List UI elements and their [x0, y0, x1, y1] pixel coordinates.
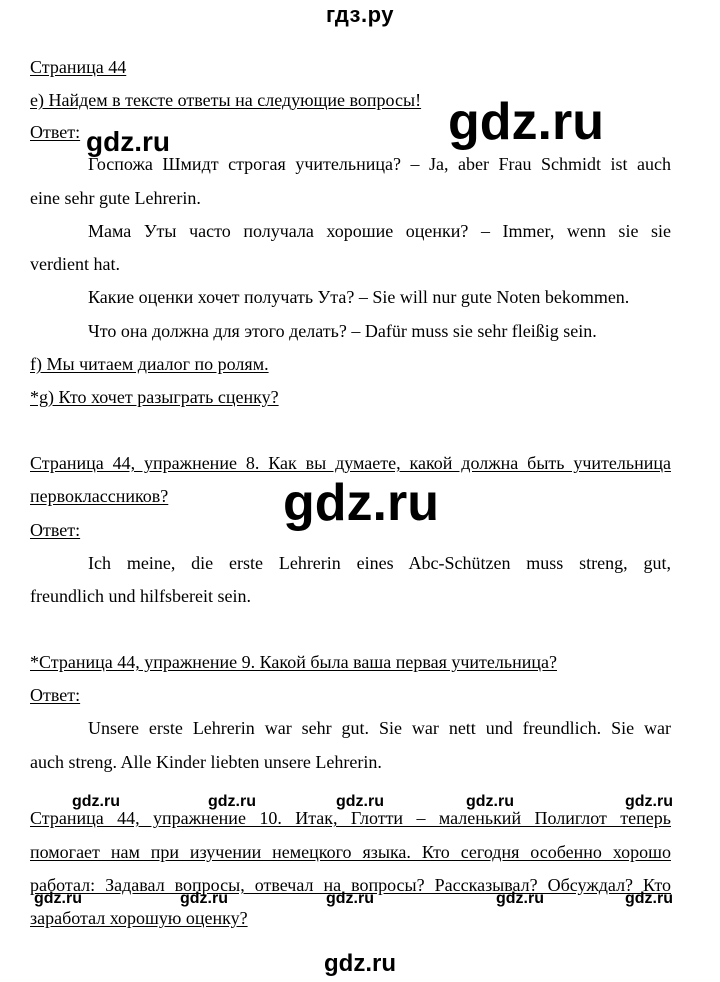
- answer-line: auch streng. Alle Kinder liebten unsere Lehrerin.: [30, 752, 382, 772]
- answer-line: verdient hat.: [30, 254, 120, 274]
- section-title: заработал хорошую оценку?: [30, 908, 248, 928]
- answer-line: Госпожа Шмидт строгая учительница? – Ja, aber Frau Schmidt ist auch: [88, 154, 671, 174]
- watermark-logo: gdz.ru: [86, 126, 170, 157]
- section-title: *Страница 44, упражнение 9. Какой была ваша первая учительница?: [30, 652, 557, 672]
- answer-line: freundlich und hilfsbereit sein.: [30, 586, 251, 606]
- watermark-logo: gdz.ru: [336, 793, 384, 810]
- watermark-logo: gdz.ru: [466, 793, 514, 810]
- watermark-logo: gdz.ru: [72, 793, 120, 810]
- answer-label: Ответ:: [30, 122, 81, 142]
- task-line: *g) Кто хочет разыграть сценку?: [30, 387, 279, 407]
- watermark-logo: gdz.ru: [180, 890, 228, 907]
- answer-line: eine sehr gute Lehrerin.: [30, 188, 201, 208]
- task-line: f) Мы читаем диалог по ролям.: [30, 354, 269, 374]
- section-title: работал: Задавал вопросы, отвечал на вопросы? Рассказывал? Обсуждал? Кто: [30, 875, 671, 895]
- answer-line: Unsere erste Lehrerin war sehr gut. Sie war nett und freundlich. Sie war: [88, 718, 671, 738]
- section-title: первоклассников?: [30, 486, 169, 506]
- answer-line: Что она должна для этого делать? – Dafür muss sie sehr fleißig sein.: [88, 321, 597, 341]
- section-title: Страница 44, упражнение 10. Итак, Глотти – маленький Полиглот теперь: [30, 808, 671, 828]
- section-title: Страница 44, упражнение 8. Как вы думаете, какой должна быть учительница: [30, 453, 671, 473]
- watermark-logo: gdz.ru: [283, 474, 439, 532]
- answer-label: Ответ:: [30, 685, 81, 705]
- watermark-logo: gdz.ru: [625, 890, 673, 907]
- exercise-subtitle: e) Найдем в тексте ответы на следующие вопросы!: [30, 90, 422, 110]
- answer-line: Мама Уты часто получала хорошие оценки? – Immer, wenn sie sie: [88, 221, 671, 241]
- site-header: гдз.ру: [326, 2, 394, 27]
- watermark-logo: gdz.ru: [625, 793, 673, 810]
- section-title: помогает нам при изучении немецкого языка. Кто сегодня особенно хорошо: [30, 842, 671, 862]
- answer-label: Ответ:: [30, 520, 81, 540]
- watermark-logo: gdz.ru: [34, 890, 82, 907]
- answer-line: Ich meine, die erste Lehrerin eines Abc-Schützen muss streng, gut,: [88, 553, 671, 573]
- footer-watermark: gdz.ru: [324, 950, 396, 977]
- watermark-logo: gdz.ru: [208, 793, 256, 810]
- watermark-logo: gdz.ru: [326, 890, 374, 907]
- section-title: Страница 44: [30, 57, 127, 77]
- watermark-logo: gdz.ru: [448, 93, 604, 151]
- answer-line: Какие оценки хочет получать Ута? – Sie will nur gute Noten bekommen.: [88, 287, 630, 307]
- watermark-logo: gdz.ru: [496, 890, 544, 907]
